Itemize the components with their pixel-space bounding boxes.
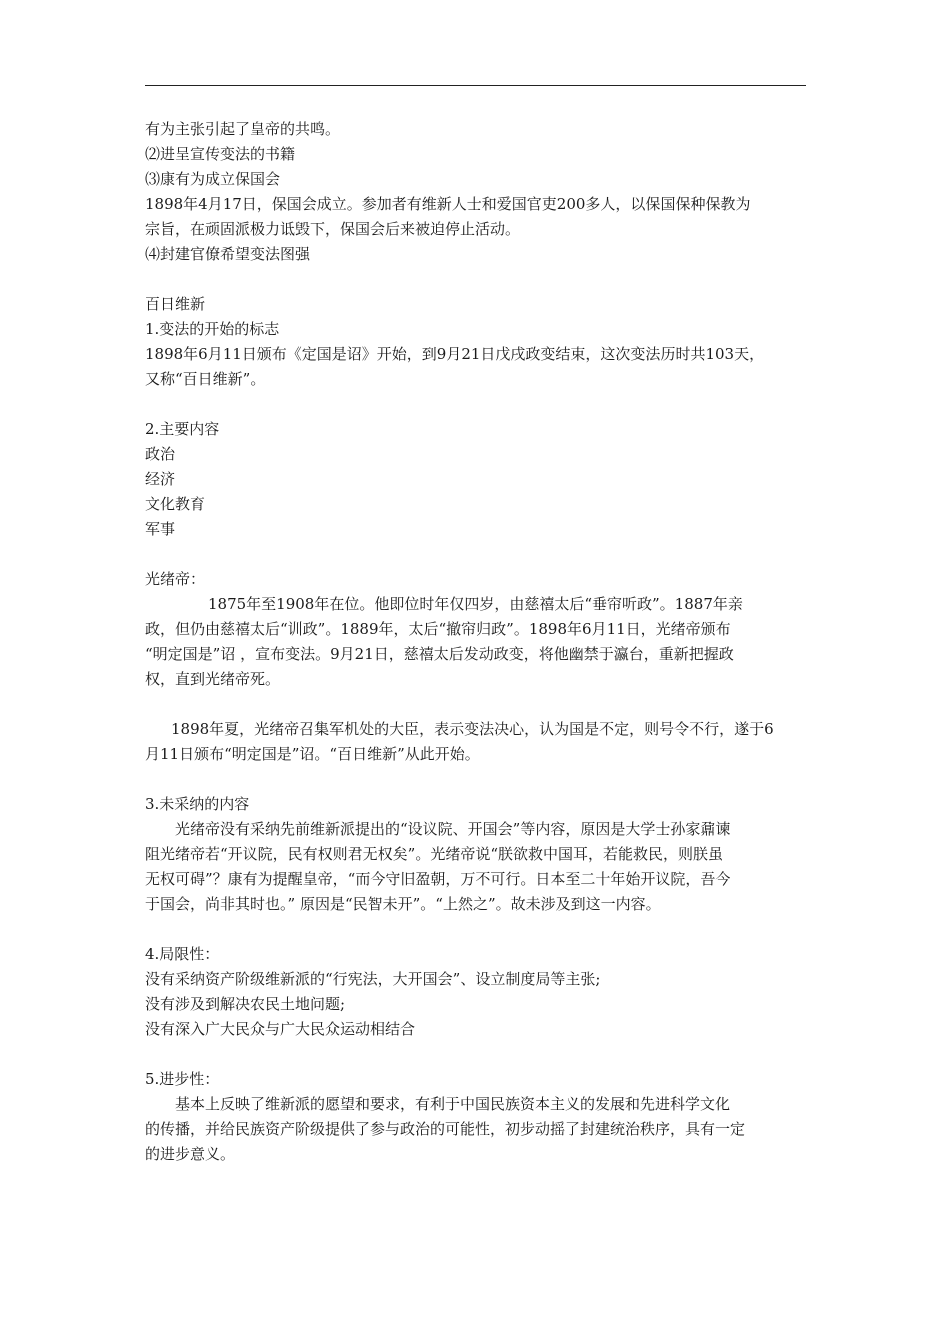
text-line: 的进步意义。 (145, 1145, 236, 1163)
text-line: 1898年4月17日，保国会成立。参加者有维新人士和爱国官吏200多人，以保国保种保教为 (145, 195, 751, 213)
text-line: 又称“百日维新”。 (145, 370, 266, 388)
text-line: 1898年夏，光绪帝召集军机处的大臣，表示变法决心，认为国是不定，则号令不行，遂于6 (171, 720, 774, 738)
spacer (145, 692, 810, 717)
text-line: 于国会，尚非其时也。” 原因是“民智未开”。“上然之”。故未涉及到这一内容。 (145, 895, 661, 913)
section-heading: 5.进步性： (145, 1070, 220, 1088)
text-line: 无权可碍”？康有为提醒皇帝，“而今守旧盈朝，万不可行。日本至二十年始开议院，吾今 (145, 870, 731, 888)
spacer (145, 267, 810, 292)
text-line: 政，但仍由慈禧太后“训政”。1889年，太后“撤帘归政”。1898年6月11日，光绪帝颁布 (145, 620, 731, 638)
text-line: ⑶康有为成立保国会 (145, 170, 281, 188)
header-rule (145, 85, 806, 86)
section-heading: 1.变法的开始的标志 (145, 320, 280, 338)
text-line: 1898年6月11日颁布《定国是诏》开始，到9月21日戊戌政变结束，这次变法历时共103天， (145, 345, 765, 363)
list-item: 经济 (145, 470, 176, 488)
spacer (145, 542, 810, 567)
text-line: 基本上反映了维新派的愿望和要求，有利于中国民族资本主义的发展和先进科学文化 (175, 1095, 731, 1113)
text-line: “明定国是”诏 ，宣布变法。9月21日，慈禧太后发动政变，将他幽禁于瀛台，重新把握政 (145, 645, 734, 663)
text-line: 光绪帝没有采纳先前维新派提出的“设议院、开国会”等内容，原因是大学士孙家鼐谏 (175, 820, 731, 838)
list-item: 文化教育 (145, 495, 206, 513)
spacer (145, 1042, 810, 1067)
text-line: 权，直到光绪帝死。 (145, 670, 281, 688)
section-title: 光绪帝： (145, 570, 206, 588)
spacer (145, 767, 810, 792)
text-line: 宗旨，在顽固派极力诋毁下，保国会后来被迫停止活动。 (145, 220, 521, 238)
text-line: 有为主张引起了皇帝的共鸣。 (145, 120, 341, 138)
spacer (145, 392, 810, 417)
text-line: 没有采纳资产阶级维新派的“行宪法，大开国会”、设立制度局等主张; (145, 970, 601, 988)
text-line: 没有深入广大民众与广大民众运动相结合 (145, 1020, 416, 1038)
section-heading: 3.未采纳的内容 (145, 795, 250, 813)
text-line: 没有涉及到解决农民土地问题; (145, 995, 346, 1013)
text-line: ⑷封建官僚希望变法图强 (145, 245, 311, 263)
list-item: 军事 (145, 520, 176, 538)
section-heading: 4.局限性： (145, 945, 220, 963)
section-heading: 2.主要内容 (145, 420, 220, 438)
document-body (145, 117, 810, 1167)
list-item: 政治 (145, 445, 176, 463)
text-line: 的传播，并给民族资产阶级提供了参与政治的可能性，初步动摇了封建统治秩序，具有一定 (145, 1120, 746, 1138)
spacer (145, 917, 810, 942)
text-line: 阻光绪帝若“开议院，民有权则君无权矣”。光绪帝说“朕欲救中国耳，若能救民，则朕虽 (145, 845, 724, 863)
text-line: 1875年至1908年在位。他即位时年仅四岁，由慈禧太后“垂帘听政”。1887年亲 (208, 595, 743, 613)
text-line: ⑵进呈宣传变法的书籍 (145, 145, 296, 163)
text-line: 月11日颁布“明定国是”诏。“百日维新”从此开始。 (145, 745, 480, 763)
section-title: 百日维新 (145, 295, 206, 313)
